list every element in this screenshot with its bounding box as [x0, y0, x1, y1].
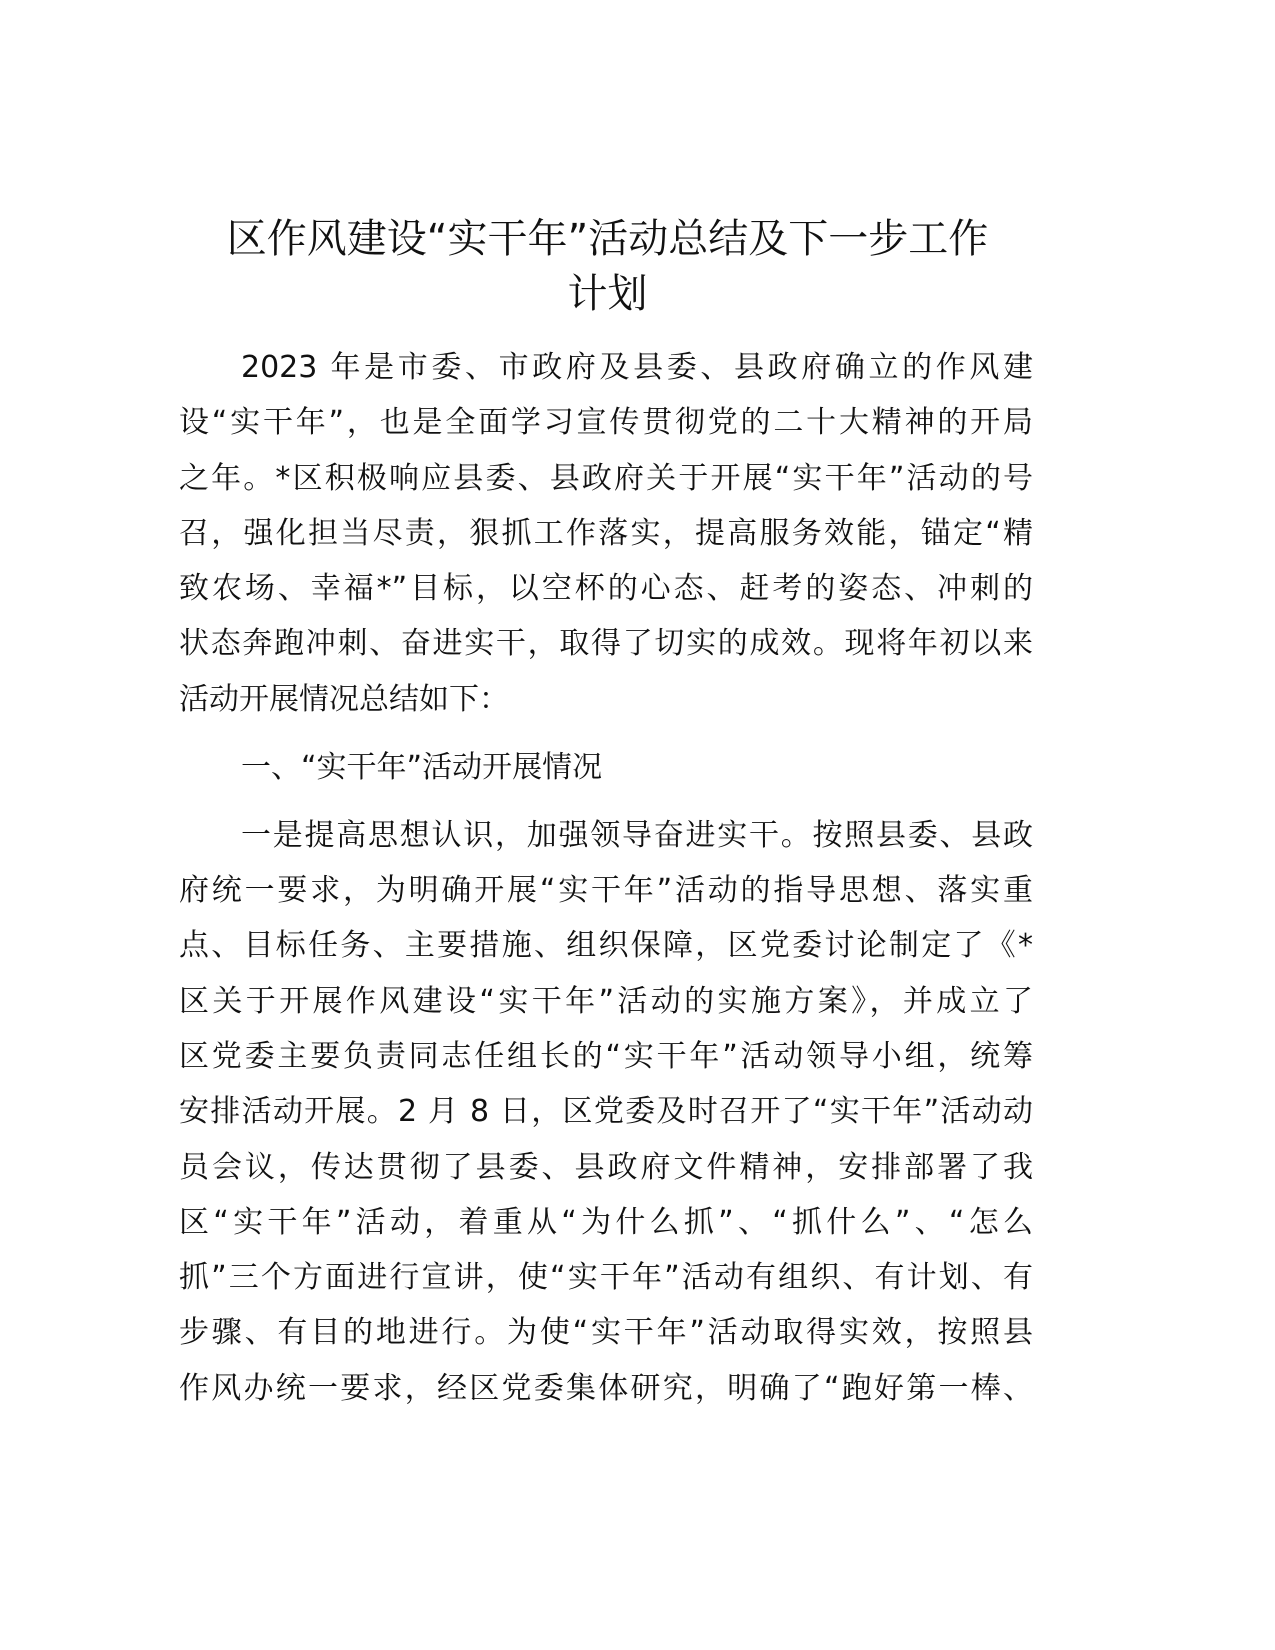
section-heading — [179, 740, 1033, 795]
intro-paragraph — [179, 340, 1033, 727]
text-line: 状态奔跑冲刺、奋进实干，取得了切实的成效。现将年初以来 — [179, 626, 1033, 662]
text-line: 员会议，传达贯彻了县委、县政府文件精神，安排部署了我 — [179, 1149, 1033, 1185]
title-line: 区作风建设“实干年”活动总结及下一步工作 — [226, 216, 989, 262]
text-line: 致农场、幸福*”目标，以空杯的心态、赶考的姿态、冲刺的 — [179, 571, 1033, 607]
text-line: 作风办统一要求，经区党委集体研究，明确了“跑好第一棒、 — [179, 1370, 1033, 1406]
text-line: 之年。*区积极响应县委、县政府关于开展“实干年”活动的号 — [179, 460, 1033, 496]
text-line: 安排活动开展。2 月 8 日，区党委及时召开了“实干年”活动动 — [179, 1094, 1033, 1130]
text-line: 区关于开展作风建设“实干年”活动的实施方案》，并成立了 — [179, 983, 1033, 1019]
text-line: 一、“实干年”活动开展情况 — [241, 749, 603, 785]
document-body — [179, 340, 1033, 1429]
text-line: 步骤、有目的地进行。为使“实干年”活动取得实效，按照县 — [179, 1315, 1033, 1351]
text-line: 活动开展情况总结如下： — [179, 681, 509, 717]
text-line: 召，强化担当尽责，狠抓工作落实，提高服务效能，锚定“精 — [179, 515, 1033, 551]
paragraph-point-one — [179, 808, 1033, 1416]
text-line: 一是提高思想认识，加强领导奋进实干。按照县委、县政 — [241, 817, 1033, 853]
text-line: 抓”三个方面进行宣讲，使“实干年”活动有组织、有计划、有 — [179, 1260, 1033, 1296]
title-line: 计划 — [567, 271, 648, 317]
text-line: 设“实干年”，也是全面学习宣传贯彻党的二十大精神的开局 — [179, 405, 1033, 441]
text-line: 2023 年是市委、市政府及县委、县政府确立的作风建 — [241, 350, 1033, 385]
text-line: 点、目标任务、主要措施、组织保障，区党委讨论制定了《* — [179, 928, 1033, 964]
text-line: 府统一要求，为明确开展“实干年”活动的指导思想、落实重 — [179, 873, 1033, 909]
text-line: 区党委主要负责同志任组长的“实干年”活动领导小组，统筹 — [179, 1038, 1033, 1074]
text-line: 区“实干年”活动，着重从“为什么抓”、“抓什么”、“怎么 — [179, 1204, 1033, 1240]
document-title — [150, 212, 1065, 322]
